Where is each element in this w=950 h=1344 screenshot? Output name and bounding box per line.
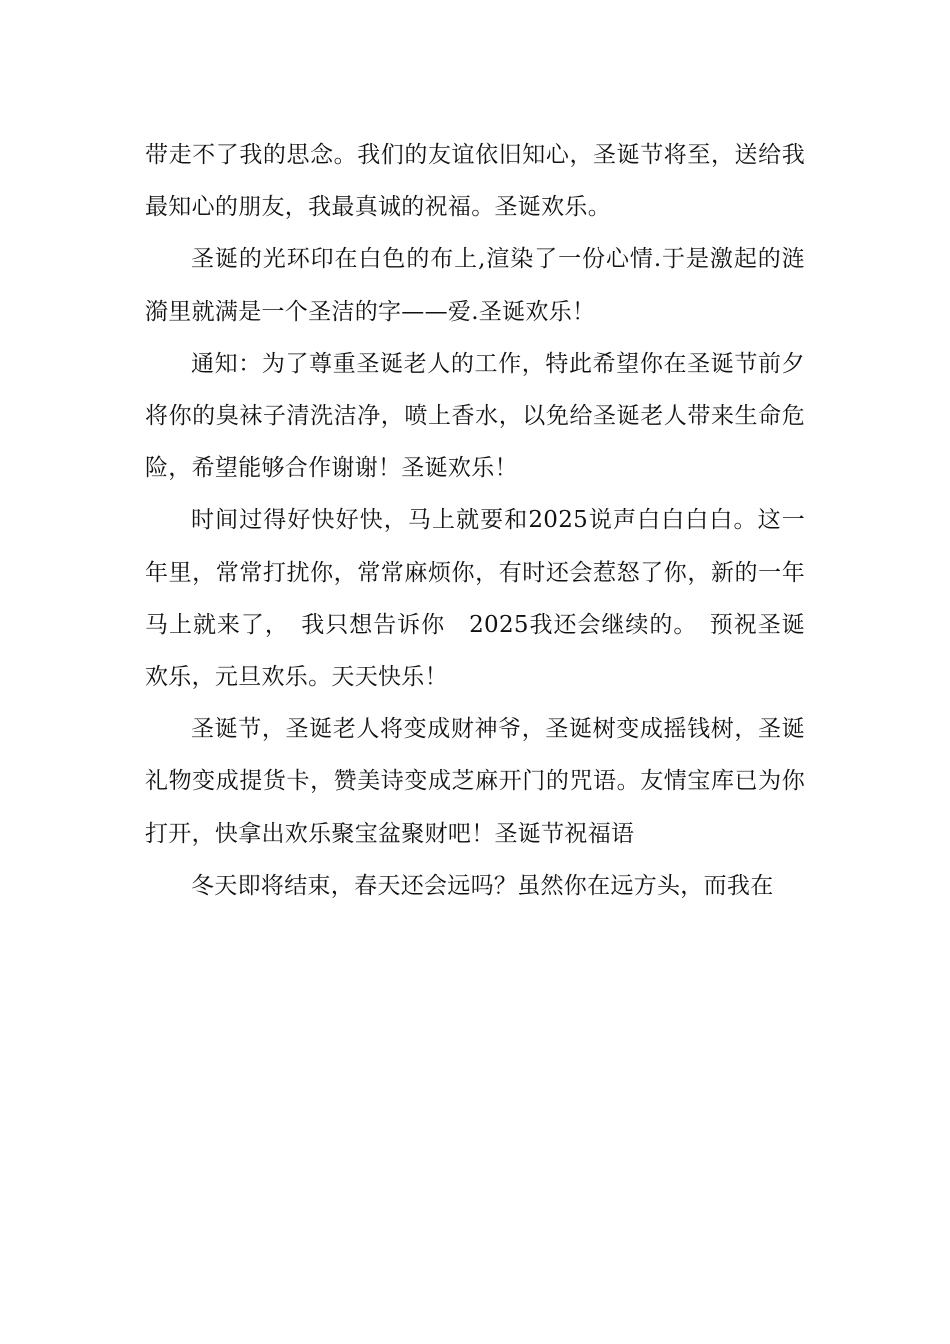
paragraph: 通知：为了尊重圣诞老人的工作，特此希望你在圣诞节前夕将你的臭袜子清洗洁净，喷上香水，以免给圣诞老人带来生命危险，希望能够合作谢谢！圣诞欢乐！ bbox=[145, 350, 805, 482]
paragraph: 冬天即将结束，春天还会远吗？虽然你在远方头，而我在 bbox=[191, 872, 774, 899]
paragraph-continuation: 带走不了我的思念。我们的友谊依旧知心，圣诞节将至，送给我最知心的朋友，我最真诚的祝福。圣诞欢乐。 bbox=[145, 142, 805, 221]
paragraph: 时间过得好快好快，马上就要和2025说声白白白白。这一年里，常常打扰你，常常麻烦你，有时还会惹怒了你，新的一年马上就来了， 我只想告诉你 2025我还会继续的。 预祝圣诞欢乐，元旦欢乐。天天快乐！ bbox=[145, 507, 805, 691]
paragraph: 圣诞的光环印在白色的布上,渲染了一份心情.于是激起的涟漪里就满是一个圣洁的字——爱.圣诞欢乐！ bbox=[145, 246, 805, 325]
document-body bbox=[145, 129, 805, 912]
paragraph: 圣诞节，圣诞老人将变成财神爷，圣诞树变成摇钱树，圣诞礼物变成提货卡，赞美诗变成芝麻开门的咒语。友情宝库已为你打开，快拿出欢乐聚宝盆聚财吧！圣诞节祝福语 bbox=[145, 716, 805, 847]
